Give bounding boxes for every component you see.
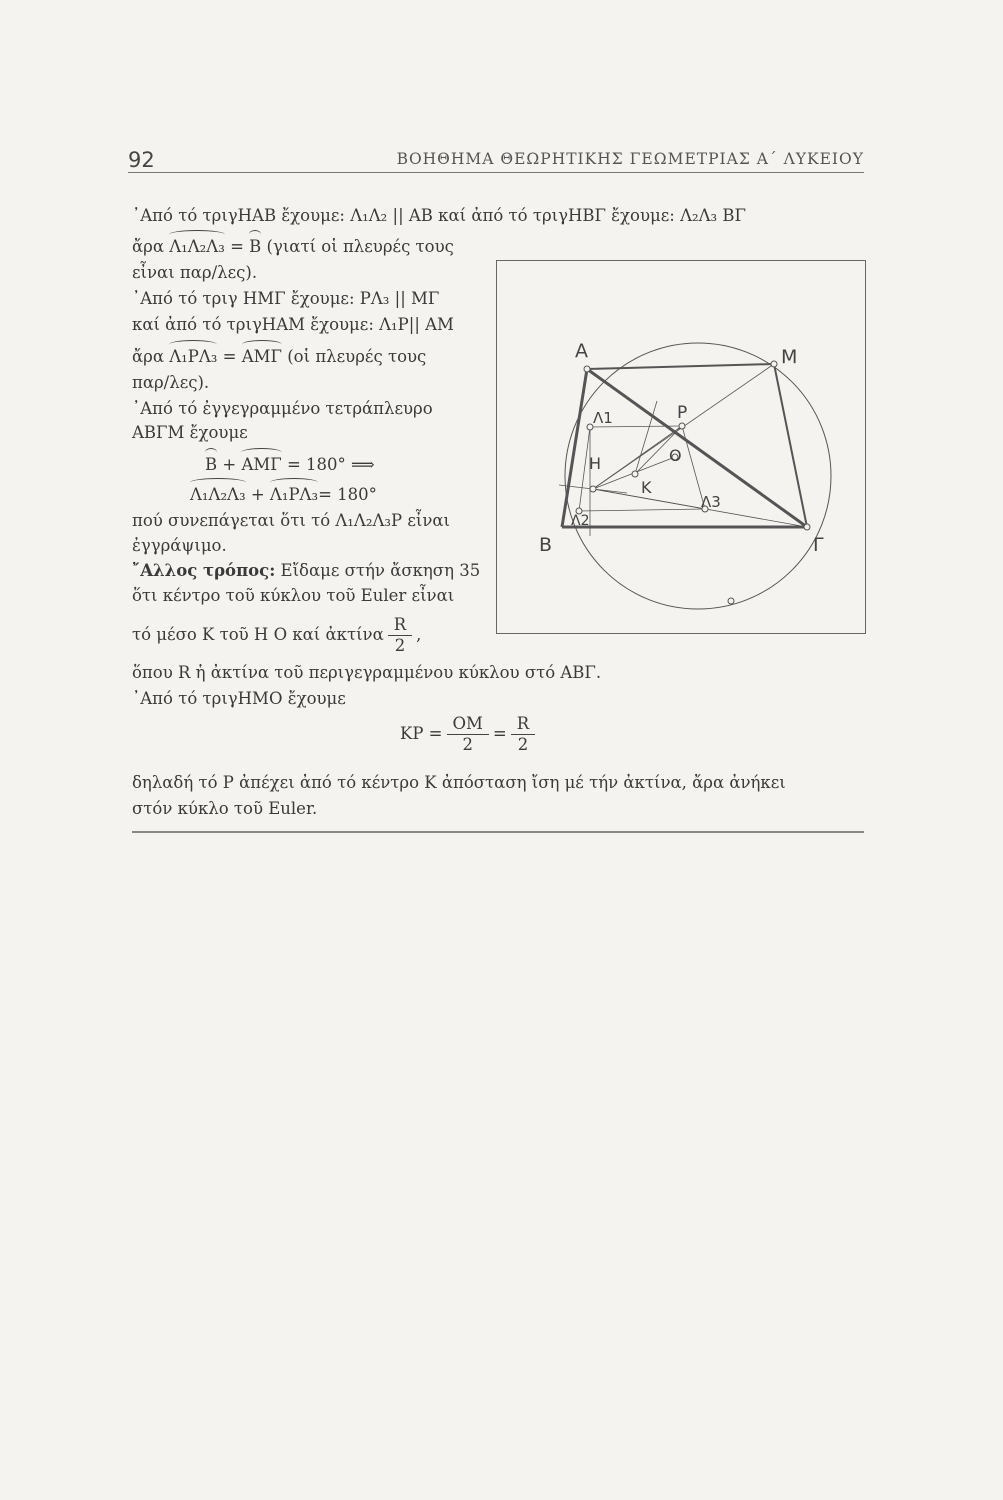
segment-AB bbox=[562, 369, 590, 529]
fraction-denominator: 2 bbox=[517, 735, 529, 754]
text-line-17: δηλαδή τό Ρ ἀπέχει ἀπό τό κέντρο Κ ἀπόσταση ἴση μέ τήν ἀκτίνα, ἄρα ἀνήκει bbox=[132, 773, 786, 792]
label-O: Ο bbox=[669, 446, 682, 465]
label-K: Κ bbox=[641, 478, 652, 497]
text-line-8: ᾿Από τό ἐγγεγραμμένο τετράπλευρο bbox=[132, 399, 433, 418]
fraction-numerator: R bbox=[388, 615, 412, 636]
text-line-12 bbox=[132, 560, 480, 582]
label-L2: Λ2 bbox=[571, 513, 590, 529]
figure-svg bbox=[497, 261, 865, 633]
text-fragment: + bbox=[245, 485, 270, 504]
fraction-numerator: R bbox=[511, 714, 535, 735]
alt-method-label: ῎Αλλος τρόπος: bbox=[132, 561, 276, 580]
label-A: Α bbox=[575, 340, 588, 362]
fraction-denominator: 2 bbox=[394, 636, 406, 655]
angle-notation: Λ₁Λ₂Λ₃ bbox=[190, 485, 246, 504]
fraction bbox=[447, 714, 489, 755]
text-fragment: (γιατί οἱ πλευρές τους bbox=[261, 237, 454, 256]
point-A bbox=[584, 366, 590, 372]
label-P: Ρ bbox=[677, 403, 688, 423]
text-fragment: , bbox=[416, 625, 422, 644]
equation-1 bbox=[205, 454, 375, 476]
angle-notation: Β bbox=[205, 455, 218, 474]
angle-notation: Λ₁Λ₂Λ₃ bbox=[169, 237, 225, 256]
angle-notation: Λ₁ΡΛ₃ bbox=[169, 347, 218, 366]
text-line-18: στόν κύκλο τοῦ Euler. bbox=[132, 799, 318, 818]
text-fragment: + bbox=[217, 455, 242, 474]
text-line-16: ᾿Από τό τριγΗΜΟ ἔχουμε bbox=[132, 689, 346, 708]
label-L3: Λ3 bbox=[701, 493, 721, 511]
text-line-7: παρ/λες). bbox=[132, 373, 210, 392]
text-line-10: πού συνεπάγεται ὅτι τό Λ₁Λ₂Λ₃Ρ εἶναι bbox=[132, 511, 450, 530]
point-P bbox=[679, 423, 685, 429]
text-line-11: ἐγγράψιμο. bbox=[132, 536, 227, 555]
point-M bbox=[771, 361, 777, 367]
text-fragment: = bbox=[492, 724, 507, 743]
text-line-5: καί ἀπό τό τριγΗΑΜ ἔχουμε: Λ₁Ρ|| ΑΜ bbox=[132, 315, 454, 334]
text-fragment: = bbox=[224, 237, 250, 256]
text-line-1: ᾿Από τό τριγΗΑΒ ἔχουμε: Λ₁Λ₂ || ΑΒ καί ἀπό τό τριγΗΒΓ ἔχουμε: Λ₂Λ₃ ΒΓ bbox=[132, 206, 746, 225]
running-title: ΒΟΗΘΗΜΑ ΘΕΩΡΗΤΙΚΗΣ ΓΕΩΜΕΤΡΙΑΣ Α΄ ΛΥΚΕΙΟΥ bbox=[396, 150, 864, 168]
label-G: Γ bbox=[813, 534, 824, 556]
fraction bbox=[511, 714, 535, 755]
angle-notation: ΑΜΓ bbox=[241, 347, 282, 366]
angle-notation: ΑΜΓ bbox=[241, 455, 282, 474]
text-line-14 bbox=[132, 614, 421, 656]
label-L1: Λ1 bbox=[593, 409, 613, 427]
text-fragment: ΚΡ = bbox=[400, 724, 443, 743]
text-line-9: ΑΒΓΜ ἔχουμε bbox=[132, 423, 248, 442]
text-fragment: = 180° bbox=[318, 485, 377, 504]
text-line-15: ὅπου R ἡ ἀκτίνα τοῦ περιγεγραμμένου κύκλου στό ΑΒΓ. bbox=[132, 663, 602, 682]
text-line-6 bbox=[132, 346, 426, 368]
text-fragment: Εἴδαμε στήν ἄσκηση 35 bbox=[275, 561, 481, 580]
text-line-2 bbox=[132, 236, 454, 258]
label-H: Η bbox=[589, 454, 602, 473]
point-circle-bottom bbox=[728, 598, 734, 604]
fraction-numerator: ΟΜ bbox=[447, 714, 489, 735]
header-rule bbox=[128, 172, 864, 173]
point-K bbox=[632, 471, 638, 477]
equation-3 bbox=[400, 712, 539, 756]
label-M: Μ bbox=[781, 346, 798, 368]
text-fragment: τό μέσο Κ τοῦ Η Ο καί ἀκτίνα bbox=[132, 625, 384, 644]
geometry-figure bbox=[496, 260, 866, 634]
point-H bbox=[590, 486, 596, 492]
angle-notation: Β bbox=[249, 237, 262, 256]
text-fragment: (οἱ πλευρές τους bbox=[282, 347, 427, 366]
text-line-13: ὅτι κέντρο τοῦ κύκλου τοῦ Euler εἶναι bbox=[132, 586, 455, 605]
text-fragment: = 180° ⟹ bbox=[281, 455, 375, 474]
bottom-rule bbox=[132, 831, 864, 833]
point-G bbox=[804, 524, 810, 530]
fraction-denominator: 2 bbox=[462, 735, 473, 754]
segment-MG bbox=[774, 364, 807, 527]
page-number: 92 bbox=[128, 148, 155, 172]
page-header bbox=[128, 140, 864, 174]
label-B: Β bbox=[539, 534, 553, 556]
segment-AM bbox=[587, 364, 774, 369]
segment-L2L3 bbox=[579, 509, 705, 511]
text-line-4: ᾿Από τό τριγ ΗΜΓ ἔχουμε: ΡΛ₃ || ΜΓ bbox=[132, 289, 440, 308]
equation-2 bbox=[190, 484, 377, 506]
text-fragment: = bbox=[217, 347, 242, 366]
angle-notation: Λ₁ΡΛ₃ bbox=[269, 485, 319, 504]
text-line-3: εἶναι παρ/λες). bbox=[132, 263, 258, 282]
fraction bbox=[388, 615, 412, 656]
text-fragment: ἄρα bbox=[132, 347, 170, 366]
text-fragment: ἄρα bbox=[132, 237, 170, 256]
